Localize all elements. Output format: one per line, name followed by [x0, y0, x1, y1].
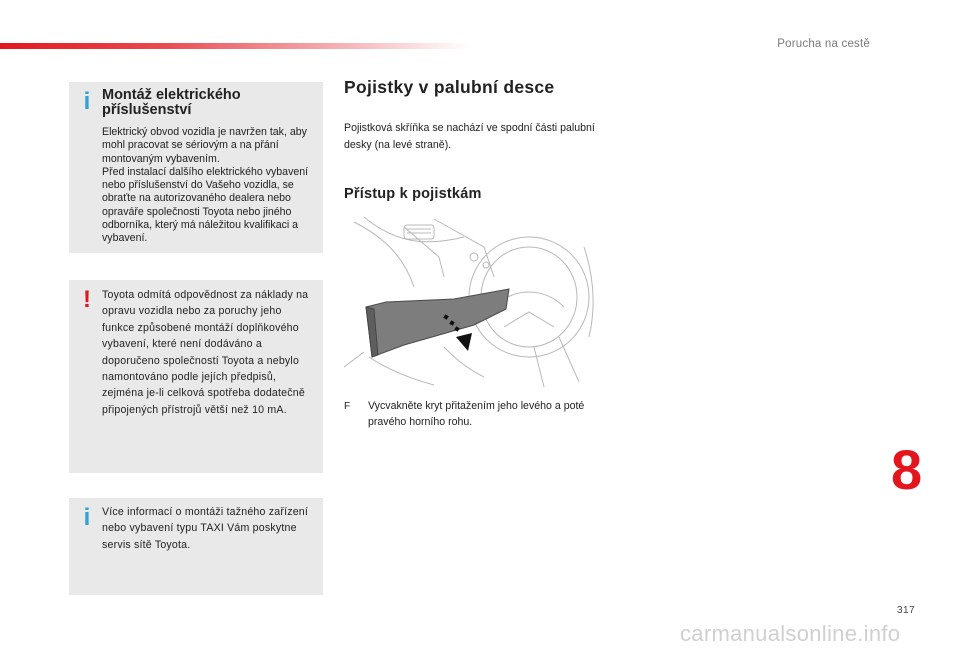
chapter-number: 8	[891, 438, 923, 501]
info-box-title: Montáž elektrického příslušenství	[102, 87, 241, 118]
warning-box-text: Toyota odmítá odpovědnost za náklady na opravu vozidla nebo za poruchy jeho funkce způsobené montáží doplňkového vybavení, které není dodáváno a doporučeno společností Toyota a nebylo namontováno podle jejích předpisů, zejména je-li celková spotřeba dodatečně připojených přístrojů větší než 10 mA.	[102, 289, 309, 416]
watermark: carmanualsonline.info	[680, 621, 901, 646]
header-accent-bar	[0, 43, 470, 49]
info-box-content	[102, 88, 315, 246]
dashboard-drawing	[344, 217, 600, 387]
section-title: Porucha na cestě	[777, 38, 870, 50]
info-icon: i	[83, 88, 91, 115]
info-box-text: Elektrický obvod vozidla je navržen tak, aby mohl pracovat se sériovým a na přání montovaným vybavením. Před instalací dalšího elektrického vybavení nebo příslušenství do Vašeho vozidla, se obraťte na autorizovaného dealera nebo opraváře společnosti Toyota nebo jiného odborníka, který má náležitou kvalifikaci a vybavení.	[102, 126, 309, 245]
fuse-box-illustration	[344, 217, 600, 387]
info-box-accessories	[69, 82, 323, 253]
step-text: Vycvakněte kryt přitažením jeho levého a poté pravého horního rohu.	[368, 400, 585, 428]
warning-box	[69, 280, 323, 473]
section-subtitle: Přístup k pojistkám	[344, 186, 482, 202]
warning-icon: !	[83, 286, 91, 313]
page-title: Pojistky v palubní desce	[344, 77, 555, 97]
info-box-content	[102, 504, 315, 553]
warning-box-content	[102, 287, 315, 418]
page-number: 317	[897, 605, 916, 616]
info-box-text: Více informací o montáži tažného zařízení nebo vybavení typu TAXI Vám poskytne servis sítě Toyota.	[102, 506, 309, 551]
intro-paragraph: Pojistková skříňka se nachází ve spodní části palubní desky (na levé straně).	[344, 122, 595, 151]
info-box-towing	[69, 498, 323, 595]
info-icon: i	[83, 504, 91, 531]
step-bullet: F	[344, 401, 351, 412]
